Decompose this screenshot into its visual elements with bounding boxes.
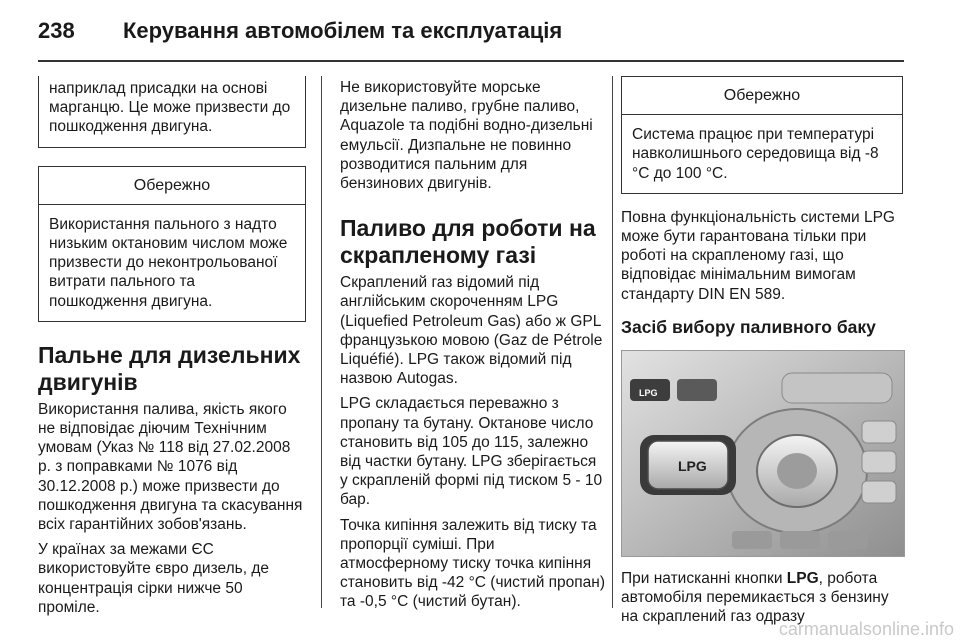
lpg-paragraph-2: LPG складається переважно з пропану та бутану. Октанове число становить від 105 до 115, залежно від частки бутану. LPG зберігається у скрапленій формі під тиском 5 - 10 бар.: [340, 395, 603, 509]
diesel-paragraph-3: Не використовуйте морське дизельне паливо, грубне паливо, Aquazole та подібні водно-дизельні емульсії. Дизпальне не повинно розводитися пальним для бензинових двигунів.: [340, 79, 593, 193]
lpg-button-keyword: LPG: [786, 569, 819, 587]
column-divider-right: [612, 76, 613, 608]
lpg-button-text-1: При натисканні кнопки: [621, 569, 787, 587]
column-3: [621, 76, 903, 626]
diesel-paragraph-2: У країнах за межами ЄС використовуйте євро дизель, де концентрація сірки нижче 50 проміле.: [38, 541, 270, 616]
caution-box-temperature: [621, 76, 903, 194]
lpg-function-paragraph: Повна функціональність системи LPG може бути гарантована тільки при роботі на скрапленому газі, що відповідає мінімальним вимогам стандарту DIN EN 589.: [621, 208, 895, 303]
page-title: Керування автомобілем та експлуатація: [123, 18, 563, 43]
caution-title-2: Обережно: [622, 77, 902, 115]
lpg-button-text-2: , робота автомобіля перемикається з бензину на скраплений газ одразу: [621, 569, 889, 626]
lpg-paragraph-3: Точка кипіння залежить від тиску та пропорції суміші. При атмосферному тиску точка кипіння становить від -42 °C (чистий пропан) та -0,5 °C (чистий бутан).: [340, 516, 606, 611]
caution-title: Обережно: [39, 167, 305, 205]
continued-caution-box: [38, 76, 306, 148]
column-2: [340, 76, 606, 612]
diesel-paragraph-1: Використання палива, якість якого не відповідає діючим Технічним умовам (Указ № 118 від 27.02.2008 р. з поправками № 1076 від 30.12.2008 р.) може призвести до пошкодження двигуна та скасування всіх гарантійних зобов'язань.: [38, 400, 303, 534]
column-divider-left: [321, 76, 322, 608]
lpg-button-paragraph: [621, 569, 903, 627]
section-heading-lpg: Паливо для роботи на скрапленому газі: [340, 215, 596, 269]
watermark: carmanualsonline.info: [778, 619, 954, 639]
lpg-small-button-label: LPG: [639, 387, 658, 398]
section-heading-diesel: Пальне для дизельних двигунів: [38, 341, 301, 395]
page-number: 238: [38, 18, 75, 43]
page-header: [38, 14, 904, 62]
lpg-paragraph-1: Скраплений газ відомий під англійським скороченням LPG (Liquefied Petroleum Gas) або ж GPL французькою мовою (Gaz de Pétrole Liquéfié). LPG також відомий під назвою Autogas.: [340, 274, 603, 388]
continued-caution-text: наприклад присадки на основі марганцю. Це може призвести до пошкодження двигуна.: [49, 80, 291, 136]
lpg-large-button-label: LPG: [678, 457, 707, 474]
caution-body: Використання пального з надто низьким октановим числом може призвести до неконтрольованої витрати пального та пошкодження двигуна.: [49, 215, 288, 310]
caution-body-2: Система працює при температурі навколишнього середовища від -8 °C до 100 °C.: [632, 126, 879, 182]
column-1: [38, 76, 306, 617]
section-heading-tank-selector: Засіб вибору паливного баку: [621, 316, 876, 337]
lpg-button-photo: [621, 350, 905, 557]
caution-box-octane: [38, 166, 306, 322]
console-illustration: [622, 351, 904, 556]
